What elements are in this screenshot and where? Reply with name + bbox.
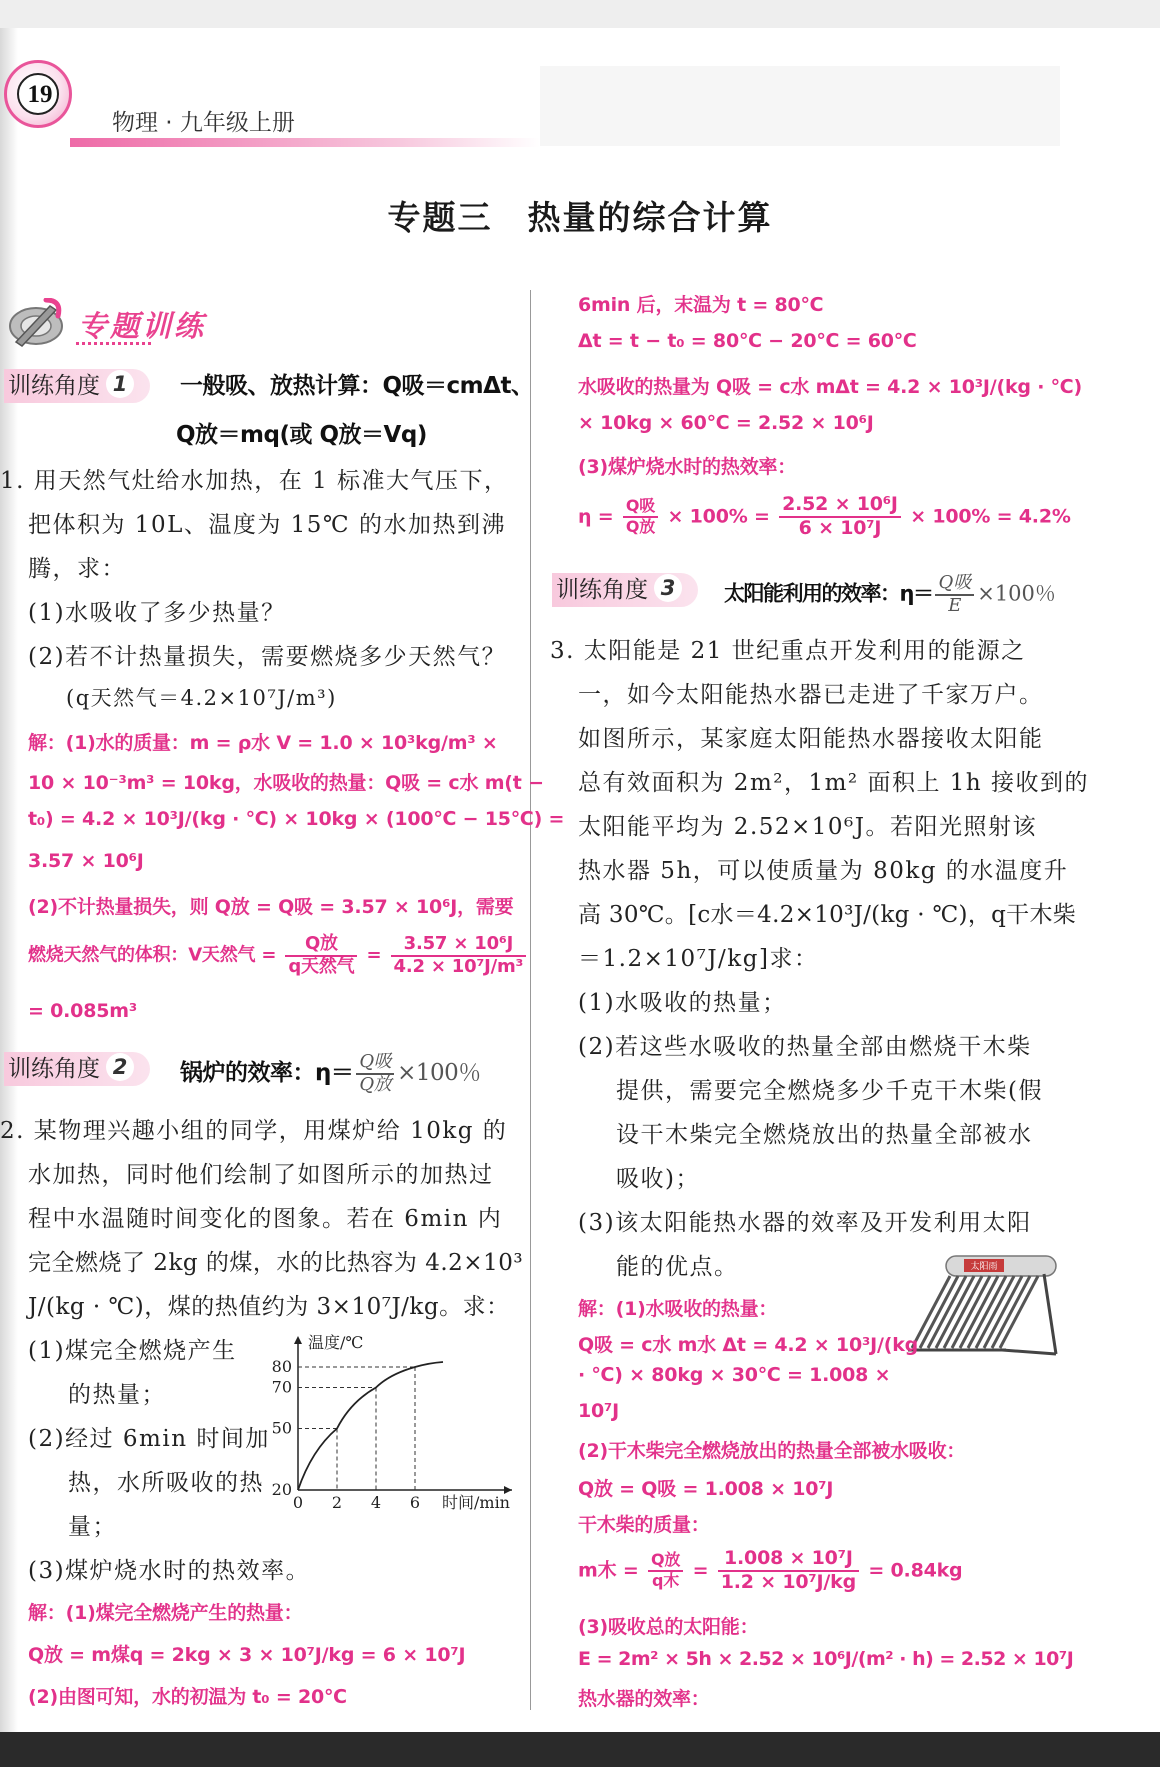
question-text: 的热量； [68, 1382, 166, 1408]
question-text: 程中水温随时间变化的图象。若在 6min 内 [28, 1206, 503, 1232]
angle-formula: 一般吸、放热计算：Q吸＝cmΔt、 [180, 373, 534, 399]
fraction [623, 497, 658, 536]
page-bottom-edge [0, 1732, 1160, 1767]
book-title: 物理 · 九年级上册 [112, 110, 295, 136]
solution-text: × 10kg × 60℃ = 2.52 × 10⁶J [578, 412, 874, 434]
fraction [285, 934, 357, 977]
column-divider [530, 290, 531, 1710]
question-text: 热，水所吸收的热 [68, 1470, 264, 1496]
data-line [298, 1362, 443, 1490]
solution-text: × 100% = 4.2% [910, 505, 1071, 528]
fraction-numerator: Q吸 [623, 497, 658, 517]
header-rule [70, 138, 540, 147]
question-text: 能的优点。 [616, 1254, 739, 1280]
solution-text: m木 = [578, 1559, 639, 1582]
question-text: 热水器 5h，可以使质量为 80kg 的水温度升 [578, 858, 1069, 884]
question-text: 把体积为 10L、温度为 15℃ 的水加热到沸 [28, 512, 506, 538]
solution-text: 水吸收的热量为 Q吸 = c水 mΔt = 4.2 × 10³J/(kg · ℃) [578, 376, 1082, 398]
x-axis-label: 时间/min [442, 1493, 510, 1512]
x-tick-label: 6 [409, 1493, 421, 1512]
angle-number: 2 [106, 1053, 134, 1081]
page-binding-shadow [0, 28, 18, 1732]
solution-text: = [366, 944, 382, 966]
solution-text: 燃烧天然气的体积：V天然气 = [28, 944, 277, 966]
banner-label: 专题训练 [78, 309, 207, 343]
question-text: 完全燃烧了 2kg 的煤，水的比热容为 4.2×10³ [28, 1250, 524, 1276]
question-text: ＝1.2×10⁷J/kg]求： [578, 946, 819, 972]
solution-text: 6min 后，末温为 t = 80℃ [578, 294, 824, 316]
solution-text: (3)煤炉烧水时的热效率： [578, 456, 796, 478]
solution-text: (2)不计热量损失，则 Q放 = Q吸 = 3.57 × 10⁶J，需要 [28, 896, 514, 918]
formula-text: ×100％ [977, 581, 1056, 606]
page-number: 19 [27, 81, 53, 108]
question-text: 总有效面积为 2m²，1m² 面积上 1h 接收到的 [578, 770, 1090, 796]
fraction-denominator: q天然气 [288, 955, 355, 977]
x-tick-label: 0 [292, 1493, 304, 1512]
fraction-denominator: Q放 [625, 516, 656, 536]
fraction-numerator: Q放 [285, 934, 357, 957]
question-text: 吸收)； [616, 1166, 700, 1192]
fraction-denominator: 6 × 10⁷J [798, 516, 882, 539]
solution-text: 解：(1)煤完全燃烧产生的热量： [28, 1602, 303, 1624]
y-axis-label: 温度/℃ [308, 1333, 364, 1352]
mass-formula [578, 1548, 962, 1594]
angle-number: 1 [106, 370, 134, 398]
y-tick-label: 20 [271, 1480, 292, 1499]
solution-text: = 0.085m³ [28, 1000, 137, 1022]
fraction [356, 1052, 394, 1095]
question-text: J/(kg · ℃)，煤的热值约为 3×10⁷J/kg。求： [28, 1294, 510, 1320]
fraction-denominator: 4.2 × 10⁷J/m³ [393, 955, 524, 977]
fraction-numerator: Q吸 [356, 1052, 394, 1075]
fraction-denominator: q木 [652, 1570, 680, 1590]
question-text: 一，如今太阳能热水器已走进了千家万户。 [578, 682, 1044, 708]
section-banner [6, 298, 236, 348]
formula-text: 太阳能利用的效率：η＝ [724, 581, 933, 606]
question-text: (3)该太阳能热水器的效率及开发利用太阳 [578, 1210, 1032, 1236]
solution-formula [28, 934, 529, 977]
question-text: 水加热，同时他们绘制了如图所示的加热过 [28, 1162, 494, 1188]
solution-text: 3.57 × 10⁶J [28, 850, 144, 872]
angle-tag [552, 573, 698, 607]
y-tick-label: 70 [271, 1377, 292, 1397]
solution-text: = [692, 1559, 709, 1582]
angle-formula [724, 573, 1056, 616]
y-tick-label: 50 [271, 1418, 292, 1438]
fraction-denominator: Q放 [359, 1073, 392, 1095]
question-text: 设干木柴完全燃烧放出的热量全部被水 [616, 1122, 1033, 1148]
y-tick-label: 80 [271, 1357, 292, 1376]
question-text: 太阳能平均为 2.52×10⁶J。若阳光照射该 [578, 814, 1038, 840]
page-top-edge [0, 0, 1160, 28]
angle-formula [180, 1052, 481, 1095]
solution-text: η = [578, 505, 614, 528]
solution-text: (2)由图可知，水的初温为 t₀ = 20℃ [28, 1686, 347, 1708]
fraction [935, 573, 974, 616]
y-axis-arrow [294, 1336, 302, 1344]
fraction-numerator: Q吸 [935, 573, 974, 596]
solution-text: = 0.84kg [868, 1559, 963, 1582]
angle-formula-line2: Q放＝mq(或 Q放＝Vq) [176, 422, 427, 448]
fraction-numerator: 2.52 × 10⁶J [779, 494, 901, 518]
question-text: (2)若不计热量损失，需要燃烧多少天然气？ [28, 644, 507, 670]
solution-text: 10⁷J [578, 1400, 620, 1422]
header-shade [540, 66, 1060, 146]
banner-dots [76, 342, 151, 345]
question-text: (3)煤炉烧水时的热效率。 [28, 1558, 311, 1584]
solar-water-heater-image [906, 1250, 1062, 1360]
solution-text: 热水器的效率： [578, 1688, 710, 1710]
solution-text: Q放 = m煤q = 2kg × 3 × 10⁷J/kg = 6 × 10⁷J [28, 1644, 466, 1666]
solution-text: 解：(1)水的质量：m = ρ水 V = 1.0 × 10³kg/m³ × [28, 732, 498, 754]
formula-text: ×100％ [397, 1060, 481, 1087]
angle-label: 训练角度 [556, 577, 648, 603]
angle-label: 训练角度 [8, 1056, 100, 1082]
solution-text: · ℃) × 80kg × 30℃ = 1.008 × [578, 1364, 891, 1386]
fraction-denominator: E [948, 594, 962, 616]
fraction-denominator: 1.2 × 10⁷J/kg [720, 1570, 856, 1593]
solution-text: Q吸 = c水 m水 Δt = 4.2 × 10³J/(kg [578, 1334, 919, 1356]
angle-tag [4, 1052, 150, 1086]
page-number-circle [17, 73, 59, 115]
solution-text: Q放 = Q吸 = 1.008 × 10⁷J [578, 1478, 834, 1500]
page-title: 专题三 热量的综合计算 [387, 198, 773, 237]
formula-text: 锅炉的效率：η＝ [180, 1060, 354, 1087]
solution-text: E = 2m² × 5h × 2.52 × 10⁶J/(m² · h) = 2.52 × 10⁷J [578, 1648, 1074, 1670]
fraction-numerator: 1.008 × 10⁷J [718, 1548, 859, 1572]
question-text: 3. 太阳能是 21 世纪重点开发利用的能源之 [550, 638, 1026, 664]
chart-svg [262, 1330, 522, 1516]
fraction-numerator: 3.57 × 10⁶J [391, 934, 527, 957]
question-text: (2)若这些水吸收的热量全部由燃烧干木柴 [578, 1034, 1032, 1060]
solution-text: (2)干木柴完全燃烧放出的热量全部被水吸收： [578, 1440, 966, 1462]
solution-text: Δt = t − t₀ = 80℃ − 20℃ = 60℃ [578, 330, 917, 352]
question-text: (1)水吸收的热量； [578, 990, 787, 1016]
question-text: 量； [68, 1514, 117, 1540]
solution-text: × 100% = [667, 505, 770, 528]
fraction [779, 494, 901, 540]
angle-number: 3 [654, 574, 682, 602]
solution-text: 解：(1)水吸收的热量： [578, 1298, 778, 1320]
question-text: 2. 某物理兴趣小组的同学，用煤炉给 10kg 的 [0, 1118, 508, 1144]
question-text: 1. 用天然气灶给水加热，在 1 标准大气压下， [0, 468, 509, 494]
temperature-time-chart [262, 1330, 522, 1516]
pin-icon [6, 298, 64, 348]
x-tick-label: 4 [370, 1493, 382, 1512]
solution-text: (3)吸收总的太阳能： [578, 1616, 759, 1638]
training-angle-2 [4, 1051, 524, 1095]
question-text: (2)经过 6min 时间加 [28, 1426, 270, 1452]
fraction [391, 934, 527, 977]
fraction [718, 1548, 859, 1594]
fraction-numerator: Q放 [648, 1551, 683, 1571]
question-text: 高 30℃。[c水＝4.2×10³J/(kg · ℃)，q干木柴 [578, 902, 1077, 928]
question-text: (1)水吸收了多少热量？ [28, 600, 286, 626]
training-angle-1 [4, 369, 534, 403]
question-text: 如图所示，某家庭太阳能热水器接收太阳能 [578, 726, 1044, 752]
heater-brand: 太阳雨 [970, 1262, 998, 1272]
solution-text: 干木柴的质量： [578, 1514, 710, 1536]
page-number-badge [4, 60, 72, 128]
fraction [648, 1551, 683, 1590]
question-text: (q天然气＝4.2×10⁷J/m³) [66, 686, 337, 710]
question-text: 腾，求： [28, 556, 126, 582]
x-tick-label: 2 [331, 1493, 343, 1512]
training-angle-3 [552, 572, 1062, 616]
efficiency-formula [578, 494, 1071, 540]
solution-text: 10 × 10⁻³m³ = 10kg，水吸收的热量：Q吸 = c水 m(t − [28, 772, 544, 794]
question-text: 提供，需要完全燃烧多少千克干木柴(假 [616, 1078, 1043, 1104]
question-text: (1)煤完全燃烧产生 [28, 1338, 237, 1364]
solution-text: t₀) = 4.2 × 10³J/(kg · ℃) × 10kg × (100℃ − 15℃) = [28, 808, 565, 830]
angle-tag [4, 369, 150, 403]
angle-label: 训练角度 [8, 373, 100, 399]
